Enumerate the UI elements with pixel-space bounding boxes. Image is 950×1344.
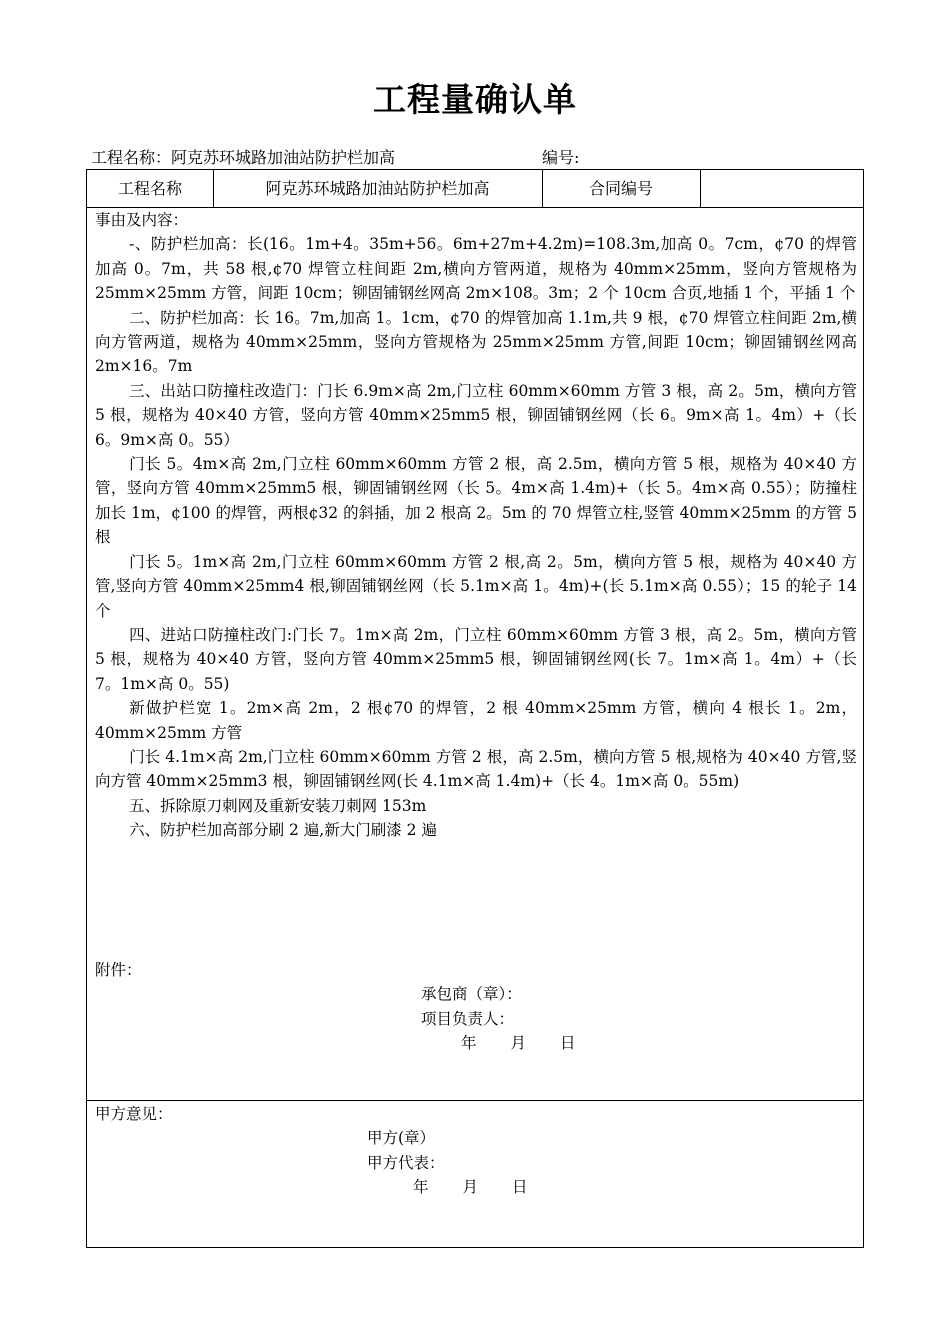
owner-seal-label: 甲方(章） [367,1129,436,1148]
owner-section [95,1102,857,1200]
date-month: 月 [510,1034,527,1053]
date-year: 年 [413,1178,429,1197]
contractor-sign-date [95,1031,857,1055]
document-number-label: 编号: [542,148,580,167]
content-heading: 事由及内容： [95,211,189,229]
document-title: 工程量确认单 [373,80,577,119]
owner-representative-label: 甲方代表： [367,1153,445,1172]
confirmation-form-table [86,169,864,1248]
content-item-5: 门长 5。1m×高 2m,门立柱 60mm×60mm 方管 2 根,高 2。5m，横向方管 5 根，规格为 40×40 方管,竖向方管 40mm×25mm4 根,铆固铺钢丝网（长 5.1m×高 1。4m)+(长 5.1m×高 0.55）；15 的轮子 14 个 [95,552,857,620]
content-item-10: 六、防护栏加高部分刷 2 遍,新大门刷漆 2 遍 [129,821,437,840]
date-day: 日 [512,1178,528,1197]
content-item-3: 三、出站口防撞柱改造门：门长 6.9m×高 2m,门立柱 60mm×60mm 方管 3 根，高 2。5m，横向方管 5 根，规格为 40×40 方管，竖向方管 40mm×25mm5 根，铆固铺钢丝网（长 6。9m×高 1。4m）+（长 6。9m×高 0。55） [95,381,857,449]
content-item-8: 门长 4.1m×高 2m,门立柱 60mm×60mm 方管 2 根，高 2.5m，横向方管 5 根,规格为 40×40 方管,竖向方管 40mm×25mm3 根，铆固铺钢丝网(长 4.1m×高 1.4m)+（长 4。1m×高 0。55m) [95,747,857,791]
contract-number-header: 合同编号 [588,179,653,198]
content-item-9: 五、拆除原刀刺网及重新安装刀刺网 153m [129,796,427,815]
date-year: 年 [461,1034,477,1053]
date-month: 月 [462,1178,479,1197]
content-item-6: 四、进站口防撞柱改门:门长 7。1m×高 2m，门立柱 60mm×60mm 方管 3 根，高 2。5m，横向方管 5 根，规格为 40×40 方管，竖向方管 40mm×25mm5 根，铆固铺钢丝网(长 7。1m×高 1。4m）+（长 7。1m×高 0。55) [95,625,857,693]
content-item-7: 新做护栏宽 1。2m×高 2m，2 根¢70 的焊管，2 根 40mm×25mm 方管，横向 4 根长 1。2m，40mm×25mm 方管 [95,699,857,742]
date-day: 日 [560,1034,576,1053]
owner-sign-date [95,1175,857,1199]
content-item-4: 门长 5。4m×高 2m,门立柱 60mm×60mm 方管 2 根，高 2.5m，横向方管 5 根，规格为 40×40 方管，竖向方管 40mm×25mm5 根，铆固铺钢丝网（长 5。4m×高 1.4m)+（长 5。4m×高 0.55）；防撞柱加长 1m，¢100 的焊管，两根¢32 的斜插，加 2 根高 2。5m 的 70 焊管立柱,竖管 40mm×25mm 的方管 5 根 [95,455,857,547]
content-item-2: 二、防护栏加高：长 16。7m,加高 1。1cm，¢70 的焊管加高 1.1m,共 9 根，¢70 焊管立柱间距 2m,横向方管两道，规格为 40mm×25mm，竖向方管规格为 25mm×25mm 方管,间距 10cm；铆固铺钢丝网高 2m×16。7m [95,308,857,376]
owner-opinion-label: 甲方意见： [95,1105,173,1123]
contract-number-cell [700,170,865,208]
project-name-header: 工程名称 [117,179,182,198]
attachment-label: 附件： [95,961,142,979]
project-manager-label: 项目负责人： [421,1009,515,1028]
contractor-seal-label: 承包商（章）： [421,985,522,1004]
project-name-line: 工程名称：阿克苏环城路加油站防护栏加高 [91,148,396,167]
attachment-section [95,958,857,1056]
content-section [95,208,857,843]
project-name-cell: 阿克苏环城路加油站防护栏加高 [265,179,490,198]
content-item-1: -、防护栏加高：长(16。1m+4。35m+56。6m+27m+4.2m)=108.3m,加高 0。7cm，¢70 的焊管加高 0。7m，共 58 根,¢70 焊管立柱间距 2m,横向方管两道，规格为 40mm×25mm，竖向方管规格为 25mm×25mm 方管，间距 10cm；铆固铺钢丝网高 2m×108。3m；2 个 10cm 合页,地插 1 个，平插 1 个 [95,235,857,303]
row-divider [87,1100,863,1101]
